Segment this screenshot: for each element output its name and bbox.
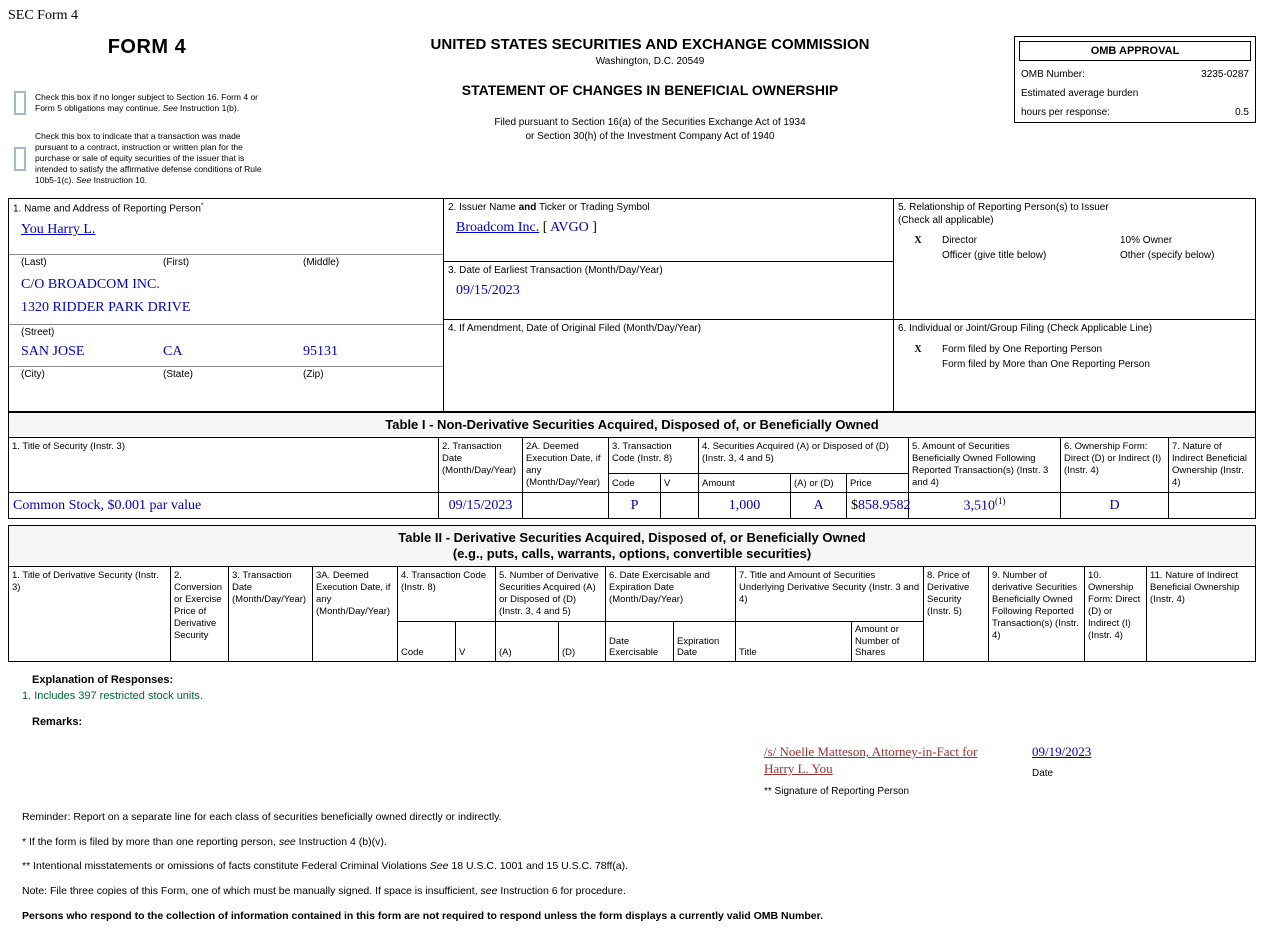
fn2-pre: ** Intentional misstatements or omissions of facts constitute Federal Criminal Violations	[22, 860, 430, 873]
cell-ownership-form	[1061, 492, 1169, 518]
filing-type-options	[894, 342, 1255, 372]
cell-amount	[699, 492, 791, 518]
footnote-star2	[22, 860, 1256, 874]
signature-date-column	[1032, 744, 1091, 797]
table2-sub-date-exercisable: Date Exercisable	[606, 621, 674, 662]
table2-sub-d: (D)	[559, 621, 606, 662]
table2-col-underlying: 7. Title and Amount of Securities Underlying Derivative Security (Instr. 3 and 4)	[736, 567, 924, 622]
table2-title	[8, 525, 1256, 568]
reporting-person-label-asterisk: *	[200, 202, 204, 210]
owned-footnote-ref: (1)	[995, 495, 1006, 506]
signature-date: 09/19/2023	[1032, 744, 1092, 760]
omb-number-value: 3235-0287	[1201, 69, 1249, 80]
form-header	[8, 28, 1256, 186]
amendment-label: 4. If Amendment, Date of Original Filed (Month/Day/Year)	[448, 323, 702, 335]
fn2-post: 18 U.S.C. 1001 and 15 U.S.C. 78ff(a).	[448, 860, 629, 873]
table2-col-deemed: 3A. Deemed Execution Date, if any (Month/Day/Year)	[313, 567, 398, 662]
table2-derivative	[8, 566, 1256, 662]
omb-number-label: OMB Number:	[1021, 69, 1085, 80]
cell-security-title	[9, 492, 439, 518]
fn2-see: See	[429, 860, 449, 873]
pursuant-line2: or Section 30(h) of the Investment Company Act of 1940	[525, 130, 775, 142]
table1-title: Table I - Non-Derivative Securities Acquired, Disposed of, or Beneficially Owned	[8, 412, 1256, 438]
ticker-bracket-close: ]	[588, 219, 597, 235]
rule10b5-checkbox[interactable]	[14, 147, 26, 171]
cell-nature	[1169, 492, 1256, 518]
form-title: FORM 4	[107, 36, 187, 58]
city-state-zip-values	[9, 340, 443, 366]
director-checkmark: X	[914, 235, 922, 247]
table2-col-conv-price: 2. Conversion or Exercise Price of Derivative Security	[171, 567, 229, 662]
omb-title: OMB APPROVAL	[1019, 41, 1251, 61]
price-currency-symbol: $	[851, 498, 859, 514]
last-label: (Last)	[21, 257, 47, 269]
table1-col-code: 3. Transaction Code (Instr. 8)	[609, 438, 699, 473]
omb-hours-row	[1019, 107, 1251, 118]
director-option: Director	[942, 235, 978, 247]
other-option: Other (specify below)	[1120, 250, 1215, 262]
omb-hours-value: 0.5	[1235, 107, 1249, 118]
table1-col-security: 1. Title of Security (Instr. 3)	[9, 438, 439, 493]
price-value: 858.9582	[858, 498, 911, 514]
reporting-person-label	[9, 199, 443, 216]
table2-sub-expiration-date: Expiration Date	[674, 621, 736, 662]
signature-column	[764, 744, 984, 797]
street-label: (Street)	[9, 324, 443, 340]
table2-col-nature: 11. Nature of Indirect Beneficial Ownership (Instr. 4)	[1147, 567, 1256, 662]
ticker-bracket-open: [	[539, 219, 551, 235]
state-value: CA	[163, 344, 183, 360]
name-part-labels	[9, 254, 443, 270]
owned-value: 3,510	[963, 498, 996, 514]
table2-title-line2: (e.g., puts, calls, warrants, options, convertible securities)	[452, 545, 812, 561]
table1-sub-a-or-d: (A) or (D)	[791, 473, 847, 492]
signature-name: /s/ Noelle Matteson, Attorney-in-Fact for Harry L. You	[764, 744, 978, 777]
table1-col-deemed: 2A. Deemed Execution Date, if any (Month/Day/Year)	[523, 438, 609, 493]
commission-address: Washington, D.C. 20549	[595, 56, 705, 67]
earliest-transaction-label: 3. Date of Earliest Transaction (Month/Day/Year)	[448, 265, 663, 277]
relationship-label	[894, 199, 1255, 227]
officer-option: Officer (give title below)	[942, 250, 1047, 262]
issuer-label-pre: 2. Issuer Name	[448, 202, 519, 214]
one-person-checkmark: X	[914, 343, 922, 355]
zip-value: 95131	[303, 344, 338, 360]
masthead	[286, 28, 1014, 143]
city-label: (City)	[21, 369, 45, 381]
relationship-label-line1: 5. Relationship of Reporting Person(s) to Issuer	[898, 202, 1109, 214]
table2-sub-a: (A)	[496, 621, 559, 662]
table2-col-dates: 6. Date Exercisable and Expiration Date (Month/Day/Year)	[606, 567, 736, 622]
note-post: Instruction 6 for procedure.	[497, 884, 626, 897]
rule10b5-checkbox-label	[35, 131, 267, 186]
pursuant-line1: Filed pursuant to Section 16(a) of the Securities Exchange Act of 1934	[494, 117, 806, 128]
filed-pursuant	[286, 116, 1014, 143]
relationship-cell	[894, 199, 1256, 320]
earliest-transaction-cell	[444, 262, 894, 320]
relationship-options	[894, 233, 1255, 263]
table2-title-line1: Table II - Derivative Securities Acquired, Disposed of, or Beneficially Owned	[398, 529, 866, 545]
omb-burden-line: Estimated average burden	[1021, 88, 1139, 99]
cell-v	[661, 492, 699, 518]
table2-sub-amount: Amount or Number of Shares	[852, 621, 924, 662]
fn1-see: see	[278, 835, 296, 848]
section16-checkbox[interactable]	[14, 91, 26, 115]
explanation-heading: Explanation of Responses:	[32, 674, 174, 687]
table2-sub-title: Title	[736, 621, 852, 662]
footnote-star1	[22, 836, 1256, 850]
filing-type-cell	[894, 320, 1256, 412]
footnote-1: 1. Includes 397 restricted stock units.	[22, 690, 203, 703]
filing-type-label: 6. Individual or Joint/Group Filing (Check Applicable Line)	[898, 323, 1153, 335]
table2-col-date: 3. Transaction Date (Month/Day/Year)	[229, 567, 313, 662]
table2-col-ownership: 10. Ownership Form: Direct (D) or Indirect (I) (Instr. 4)	[1085, 567, 1147, 662]
joint-option: Form filed by More than One Reporting Person	[942, 358, 1150, 370]
note-pre: Note: File three copies of this Form, one of which must be manually signed. If space is insufficient,	[22, 884, 481, 897]
section16-text-end: Instruction 1(b).	[177, 103, 240, 113]
section16-checkbox-label	[35, 92, 267, 114]
section16-see: See	[162, 103, 178, 113]
note-see: see	[480, 884, 498, 897]
issuer-cell	[444, 199, 894, 262]
first-label: (First)	[163, 257, 190, 269]
ownership-form-value: D	[1109, 498, 1120, 514]
issuer-label-post: Ticker or Trading Symbol	[536, 202, 650, 214]
table2-col-owned: 9. Number of derivative Securities Beneficially Owned Following Reported Transaction(s) (Instr. 4)	[989, 567, 1085, 662]
statement-title: STATEMENT OF CHANGES IN BENEFICIAL OWNERSHIP	[461, 82, 839, 98]
section16-checkbox-row	[8, 91, 286, 115]
state-label: (State)	[163, 369, 194, 381]
cell-a-or-d	[791, 492, 847, 518]
reporting-person-label-text: 1. Name and Address of Reporting Person	[13, 203, 201, 215]
city-state-zip-labels	[9, 366, 443, 382]
table2-sub-v: V	[456, 621, 496, 662]
rule10b5-checkbox-row	[8, 131, 286, 186]
reminder-line: Reminder: Report on a separate line for each class of securities beneficially owned directly or indirectly.	[22, 811, 502, 824]
table1-col-acquired: 4. Securities Acquired (A) or Disposed of (D) (Instr. 3, 4 and 5)	[699, 438, 909, 473]
issuer-label	[444, 199, 893, 215]
table1-sub-price: Price	[847, 473, 909, 492]
cell-price	[847, 492, 909, 518]
signature-date-label: Date	[1032, 768, 1054, 780]
zip-label: (Zip)	[303, 369, 324, 381]
transaction-date-value: 09/15/2023	[448, 498, 513, 514]
issuer-label-and: and	[518, 202, 537, 214]
middle-label: (Middle)	[303, 257, 340, 269]
table1-row	[9, 492, 1256, 518]
omb-hours-label: hours per response:	[1021, 107, 1110, 118]
ten-percent-option: 10% Owner	[1120, 235, 1173, 247]
cell-deemed-date	[523, 492, 609, 518]
commission-title: UNITED STATES SECURITIES AND EXCHANGE COMMISSION	[430, 36, 870, 53]
form-footer	[8, 811, 1256, 923]
table2-col-security: 1. Title of Derivative Security (Instr. 3)	[9, 567, 171, 662]
signature-name-label: ** Signature of Reporting Person	[764, 786, 910, 798]
cell-owned	[909, 492, 1061, 518]
table2-sub-code: Code	[398, 621, 456, 662]
reporting-person-cell	[9, 199, 444, 412]
transaction-code-value: P	[630, 498, 639, 514]
table1-col-ownership: 6. Ownership Form: Direct (D) or Indirect (I) (Instr. 4)	[1061, 438, 1169, 493]
reporting-person-link[interactable]: You Harry L.	[21, 222, 96, 238]
header-left	[8, 28, 286, 186]
signature-block	[8, 744, 1256, 797]
amendment-cell	[444, 320, 894, 412]
omb-persons-notice: Persons who respond to the collection of information contained in this form are not required to respond unless the form displays a currently valid OMB Number.	[22, 909, 824, 922]
issuer-name-link[interactable]: Broadcom Inc.	[456, 219, 540, 235]
rule10b5-text: Check this box to indicate that a transaction was made pursuant to a contract, instruction or written plan for the purchase or sale of equity securities of the issuer that is intended to satisfy the affirmative defense conditions of Rule 10b5-1(c).	[35, 131, 262, 186]
address-line-1: C/O BROADCOM INC.	[21, 277, 160, 293]
sec-form-label: SEC Form 4	[8, 8, 79, 23]
table1-col-nature: 7. Nature of Indirect Beneficial Ownership (Instr. 4)	[1169, 438, 1256, 493]
table2-col-number: 5. Number of Derivative Securities Acquired (A) or Disposed of (D) (Instr. 3, 4 and 5)	[496, 567, 606, 622]
one-person-option: Form filed by One Reporting Person	[942, 343, 1103, 355]
table1-sub-v: V	[661, 473, 699, 492]
ticker-symbol: AVGO	[550, 219, 589, 235]
a-or-d-value: A	[813, 498, 824, 514]
fn1-pre: * If the form is filed by more than one reporting person,	[22, 835, 279, 848]
relationship-label-line2: (Check all applicable)	[898, 214, 994, 226]
amount-value: 1,000	[728, 498, 761, 514]
table1-sub-code: Code	[609, 473, 661, 492]
remarks-heading: Remarks:	[32, 716, 83, 729]
filer-info-table	[8, 198, 1256, 412]
table2-col-code: 4. Transaction Code (Instr. 8)	[398, 567, 496, 622]
security-title-value: Common Stock, $0.001 par value	[13, 498, 202, 514]
omb-approval-box	[1014, 36, 1256, 123]
cell-transaction-date	[439, 492, 523, 518]
joint-checkmark	[894, 357, 942, 372]
officer-checkmark	[894, 248, 942, 263]
header-right	[1014, 28, 1256, 123]
table1-col-owned: 5. Amount of Securities Beneficially Owned Following Reported Transaction(s) (Instr. 3 and 4)	[909, 438, 1061, 493]
table1-col-date: 2. Transaction Date (Month/Day/Year)	[439, 438, 523, 493]
note-line	[22, 885, 1256, 899]
table1-non-derivative	[8, 437, 1256, 518]
earliest-transaction-date: 09/15/2023	[456, 282, 520, 298]
city-value: SAN JOSE	[21, 344, 85, 360]
address-line-2: 1320 RIDDER PARK DRIVE	[21, 300, 191, 316]
table2-col-deriv-price: 8. Price of Derivative Security (Instr. 5)	[924, 567, 989, 662]
table1-sub-amount: Amount	[699, 473, 791, 492]
rule10b5-text-end: Instruction 10.	[91, 175, 147, 186]
cell-transaction-code	[609, 492, 661, 518]
omb-number-row	[1019, 69, 1251, 80]
fn1-post: Instruction 4 (b)(v).	[295, 835, 387, 848]
section16-text: Check this box if no longer subject to Section 16. Form 4 or Form 5 obligations may continue.	[35, 91, 259, 113]
rule10b5-see: See	[76, 175, 92, 186]
